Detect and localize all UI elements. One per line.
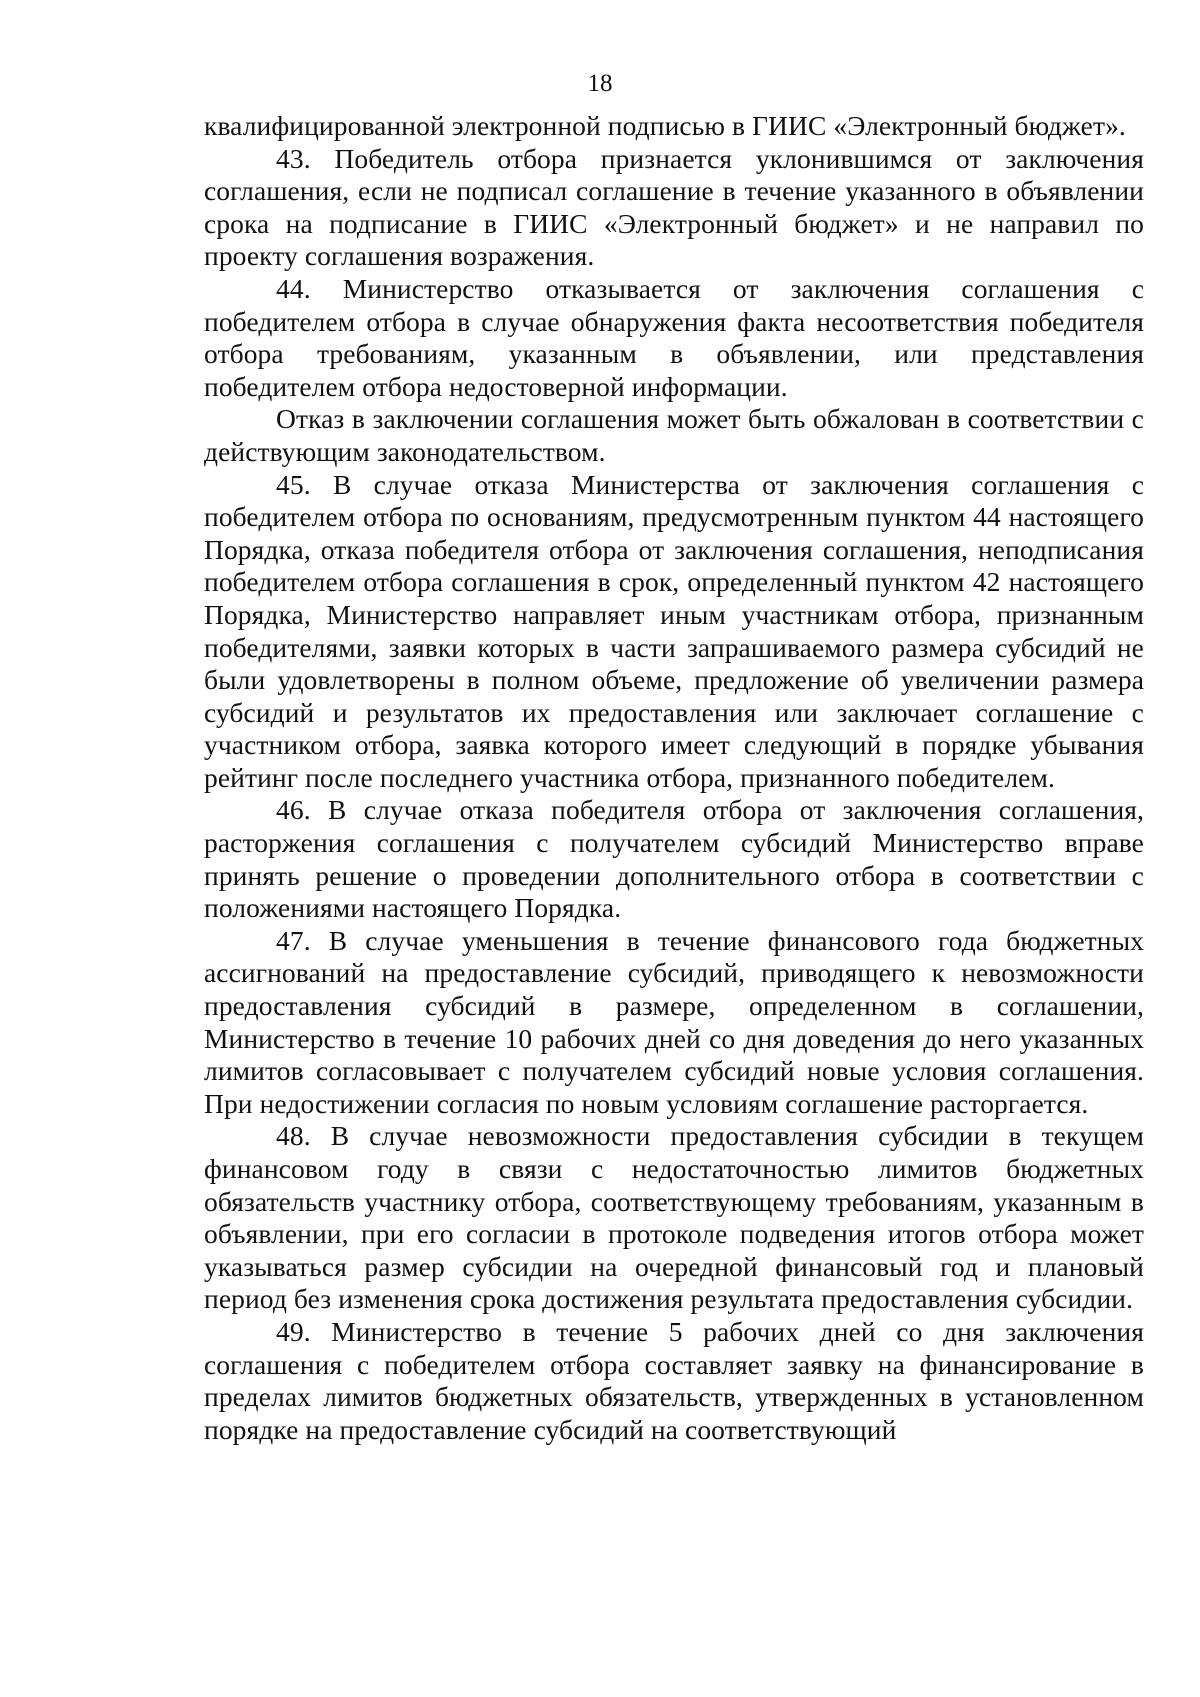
paragraph-49: 49. Министерство в течение 5 рабочих дней со дня заключения соглашения с победителем отбора составляет заявку на финансирование в пределах лимитов бюджетных обязательств, утвержденных в установленном порядке на предоставление субсидий на соответствующий	[204, 1315, 1144, 1445]
paragraph-46: 46. В случае отказа победителя отбора от заключения соглашения, расторжения соглашения с получателем субсидий Министерство вправе принять решение о проведении дополнительного отбора в соответствии с положениями настоящего Порядка.	[204, 794, 1144, 924]
paragraph-43: 43. Победитель отбора признается уклонившимся от заключения соглашения, если не подписал соглашение в течение указанного в объявлении срока на подписание в ГИИС «Электронный бюджет» и не направил по проекту соглашения возражения.	[204, 142, 1144, 272]
document-body	[204, 110, 1144, 1446]
paragraph-47: 47. В случае уменьшения в течение финансового года бюджетных ассигнований на предоставление субсидий, приводящего к невозможности предоставления субсидий в размере, определенном в соглашении, Министерство в течение 10 рабочих дней со дня доведения до него указанных лимитов согласовывает с получателем субсидий новые условия соглашения. При недостижении согласия по новым условиям соглашение расторгается.	[204, 924, 1144, 1119]
page-number: 18	[587, 70, 613, 97]
paragraph-48: 48. В случае невозможности предоставления субсидии в текущем финансовом году в связи с недостаточностью лимитов бюджетных обязательств участнику отбора, соответствующему требованиям, указанным в объявлении, при его согласии в протоколе подведения итогов отбора может указываться размер субсидии на очередной финансовый год и плановый период без изменения срока достижения результата предоставления субсидии.	[204, 1120, 1144, 1315]
paragraph-44-appeal: Отказ в заключении соглашения может быть обжалован в соответствии с действующим законодательством.	[204, 403, 1144, 467]
paragraph-45: 45. В случае отказа Министерства от заключения соглашения с победителем отбора по основаниям, предусмотренным пунктом 44 настоящего Порядка, отказа победителя отбора от заключения соглашения, неподписания победителем отбора соглашения в срок, определенный пунктом 42 настоящего Порядка, Министерство направляет иным участникам отбора, признанным победителями, заявки которых в части запрашиваемого размера субсидий не были удовлетворены в полном объеме, предложение об увеличении размера субсидий и результатов их предоставления или заключает соглашение с участником отбора, заявка которого имеет следующий в порядке убывания рейтинг после последнего участника отбора, признанного победителем.	[204, 468, 1144, 793]
paragraph-44: 44. Министерство отказывается от заключения соглашения с победителем отбора в случае обнаружения факта несоответствия победителя отбора требованиям, указанным в объявлении, или представления победителем отбора недостоверной информации.	[204, 272, 1144, 402]
paragraph: квалифицированной электронной подписью в ГИИС «Электронный бюджет».	[204, 110, 1126, 141]
